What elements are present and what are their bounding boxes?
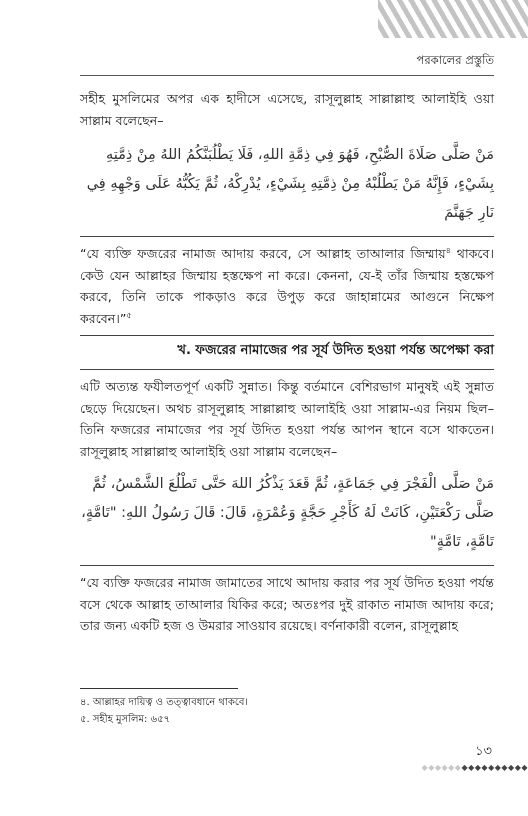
header-rule — [80, 75, 494, 76]
quote-1-text: “যে ব্যক্তি ফজরের নামাজ আদায় করবে, সে আল্লাহ তাআলার জিম্মায় — [80, 246, 446, 261]
footnote-rule — [80, 688, 238, 689]
running-header: পরকালের প্রস্তুতি — [416, 53, 494, 67]
footer-diamonds-decoration: ◆◆◆◆◆◆◆◆◆◆◆◆◆◆◆◆ — [421, 763, 528, 772]
paragraph-2: এটি অত্যন্ত ফযীলতপূর্ণ একটি সুন্নাত। কিন্তু বর্তমানে বেশিরভাগ মানুষই এই সুন্নাত ছেড়ে দিয়েছেন। অথচ রাসূলুল্লাহ সাল্লাল্লাহু আলাইহি ওয়া সাল্লাম-এর নিয়ম ছিল– তিনি ফজরের নামাজের পর সূর্য উদিত হওয়া পর্যন্ত আপন স্থানে বসে থাকতেন। রাসূলুল্লাহ সাল্লাল্লাহু আলাইহি ওয়া সাল্লাম বলেছেন– — [80, 379, 494, 459]
quote-1-continuation: থাকবে। কেউ যেন আল্লাহর জিম্মায় হস্তক্ষেপ না করে। কেননা, যে-ই তাঁর জিম্মায় হস্তক্ষেপ করবে, তিনি তাকে পাকড়াও করে উপুড় করে জাহান্নামের আগুনে নিক্ষেপ করবেন।” — [80, 246, 494, 326]
quote-2-divider — [80, 565, 494, 566]
quote-divider-bottom — [80, 335, 494, 336]
footnote-4: ৪. আল্লাহর দায়িত্ব ও তত্ত্বাবধানে থাকবে। — [80, 697, 248, 708]
translation-quote-1 — [80, 243, 494, 329]
section-divider — [80, 369, 494, 370]
footnote-5: ৫. সহীহ মুসলিম: ৬৫৭ — [80, 714, 171, 725]
section-heading: খ. ফজরের নামাজের পর সূর্য উদিত হওয়া পর্যন্ত অপেক্ষা করা — [177, 343, 494, 358]
quote-divider-top — [80, 236, 494, 237]
footnote-ref-4[interactable]: ৪ — [445, 245, 451, 255]
arabic-hadith-2: مَنْ صَلَّى الْفَجْرَ فِي جَمَاعَةٍ، ثُمَّ قَعَدَ يَذْكُرُ اللهَ حَتَّى تَطْلُعَ الشَّمْسُ، ثُمَّ صَلَّى رَكْعَتَيْنِ، كَانَتْ لَهُ كَأَجْرِ حَجَّةٍ وَعُمْرَةٍ، قَالَ: قَالَ رَسُولُ اللهِ: "تَامَّةٍ، تَامَّةٍ، تَامَّةٍ" — [81, 476, 494, 550]
arabic-hadith-1: مَنْ صَلَّى صَلَاةَ الصُّبْحِ، فَهُوَ فِي ذِمَّةِ اللهِ، فَلَا يَطْلُبَنَّكُمُ اللهُ مِنْ ذِمَّتِهِ بِشَيْءٍ، فَإِنَّهُ مَنْ يَطْلُبْهُ مِنْ ذِمَّتِهِ بِشَيْءٍ، يُدْرِكْهُ، ثُمَّ يَكُبُّهُ عَلَى وَجْهِهِ فِي نَارِ جَهَنَّمَ — [86, 147, 494, 221]
intro-paragraph: সহীহ মুসলিমের অপর এক হাদীসে এসেছে, রাসূলুল্লাহ সাল্লাল্লাহু আলাইহি ওয়া সাল্লাম বলেছেন– — [80, 91, 494, 128]
translation-quote-2: “যে ব্যক্তি ফজরের নামাজ জামাতের সাথে আদায় করার পর সূর্য উদিত হওয়া পর্যন্ত বসে থেকে আল্লাহ তাআলার যিকির করে; অতঃপর দুই রাকাত নামাজ আদায় করে; তার জন্য একটি হজ ও উমরার সাওয়াব রয়েছে। বর্ণনাকারী বলেন, রাসূলুল্লাহ — [80, 575, 494, 633]
page-number: ১৩ — [475, 744, 492, 759]
footnotes — [80, 694, 248, 728]
header-stripes-decoration — [378, 0, 528, 38]
footnote-ref-5[interactable]: ৫ — [126, 310, 132, 320]
page-content — [80, 88, 494, 637]
